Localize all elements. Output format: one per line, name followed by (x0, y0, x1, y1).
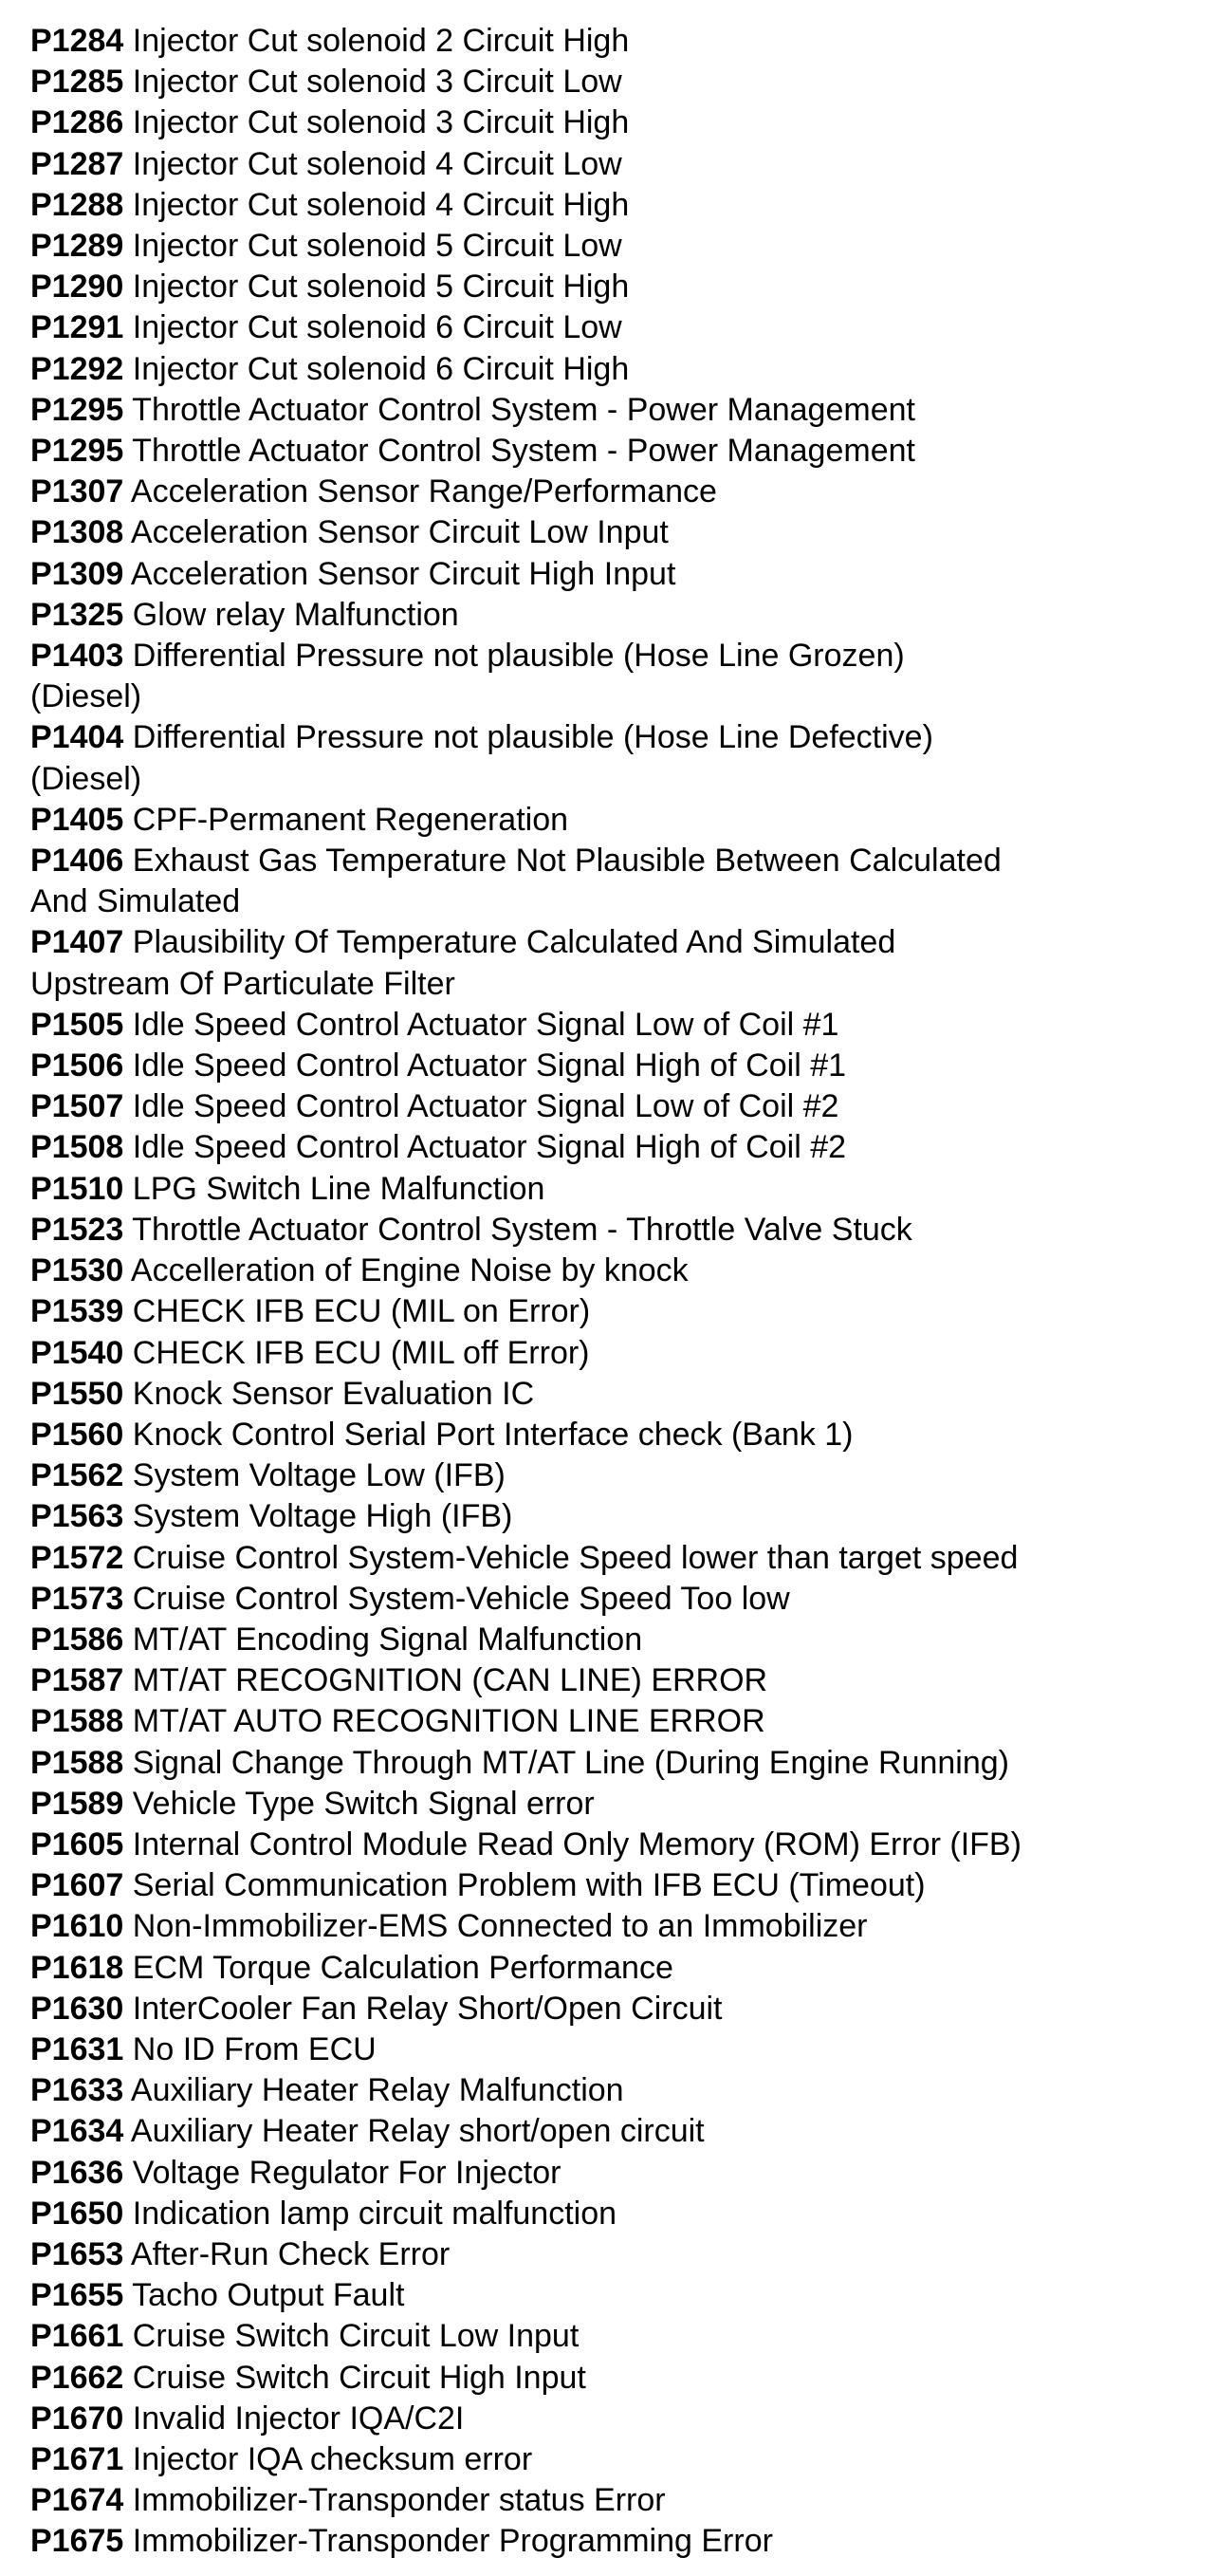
list-item (30, 2070, 1169, 2111)
list-item (30, 2275, 1169, 2316)
dtc-code: P1404 (30, 719, 124, 756)
list-item (30, 431, 1169, 472)
list-item (30, 1210, 1169, 1251)
list-item (30, 2234, 1169, 2275)
dtc-description: Idle Speed Control Actuator Signal High of Coil #1 (132, 1047, 847, 1084)
dtc-code-list (30, 21, 1169, 2563)
dtc-description: System Voltage Low (IFB) (132, 1457, 506, 1494)
list-item (30, 1620, 1169, 1660)
list-item (30, 2111, 1169, 2152)
dtc-code: P1523 (30, 1211, 124, 1248)
dtc-description: CPF-Permanent Regeneration (132, 801, 569, 838)
list-item (30, 2153, 1169, 2194)
list-item (30, 2480, 1169, 2521)
dtc-description: Injector Cut solenoid 2 Circuit High (132, 23, 630, 59)
list-item (30, 1784, 1169, 1825)
dtc-code: P1633 (30, 2072, 124, 2109)
dtc-code: P1508 (30, 1129, 124, 1166)
list-item (30, 2439, 1169, 2480)
dtc-description: Injector Cut solenoid 3 Circuit High (132, 104, 630, 141)
dtc-description: Immobilizer-Transponder status Error (132, 2482, 666, 2519)
dtc-code: P1674 (30, 2482, 124, 2519)
list-item (30, 21, 1169, 62)
list-item (30, 62, 1169, 102)
dtc-description: Cruise Control System-Vehicle Speed lower than target speed (132, 1539, 1019, 1576)
dtc-description: Differential Pressure not plausible (Hose Line Grozen) (Diesel) (30, 638, 905, 715)
dtc-code: P1285 (30, 64, 124, 101)
list-item (30, 390, 1169, 431)
dtc-description: Idle Speed Control Actuator Signal Low of Coil #1 (132, 1006, 839, 1043)
dtc-code: P1403 (30, 638, 124, 675)
dtc-code: P1290 (30, 269, 124, 306)
list-item (30, 1046, 1169, 1086)
dtc-description: Auxiliary Heater Relay Malfunction (130, 2072, 624, 2109)
dtc-description: Signal Change Through MT/AT Line (During Engine Running) (132, 1744, 1009, 1781)
dtc-code: P1295 (30, 391, 124, 428)
dtc-code: P1560 (30, 1416, 124, 1453)
list-item (30, 554, 1169, 595)
dtc-code: P1618 (30, 1949, 124, 1986)
dtc-description: Idle Speed Control Actuator Signal Low of Coil #2 (132, 1088, 839, 1125)
list-item (30, 267, 1169, 307)
list-item (30, 636, 1169, 717)
dtc-code: P1588 (30, 1703, 124, 1740)
dtc-description: Cruise Switch Circuit Low Input (132, 2318, 580, 2355)
dtc-description: System Voltage High (IFB) (132, 1498, 513, 1535)
dtc-description: Injector Cut solenoid 6 Circuit Low (132, 309, 622, 346)
list-item (30, 185, 1169, 226)
dtc-code: P1405 (30, 801, 124, 838)
dtc-code: P1636 (30, 2154, 124, 2191)
list-item (30, 2316, 1169, 2357)
list-item (30, 1374, 1169, 1415)
list-item (30, 1865, 1169, 1906)
dtc-description: Knock Control Serial Port Interface check (Bank 1) (132, 1416, 854, 1453)
dtc-code: P1631 (30, 2030, 124, 2067)
list-item (30, 144, 1169, 185)
list-item (30, 512, 1169, 553)
dtc-description: Acceleration Sensor Circuit Low Input (130, 514, 669, 551)
list-item (30, 1333, 1169, 1374)
dtc-code: P1406 (30, 843, 124, 880)
dtc-code: P1284 (30, 23, 124, 59)
dtc-code: P1292 (30, 350, 124, 387)
dtc-description: Knock Sensor Evaluation IC (132, 1375, 535, 1412)
dtc-code: P1289 (30, 228, 124, 265)
dtc-description: Injector Cut solenoid 6 Circuit High (132, 350, 630, 387)
dtc-code: P1650 (30, 2195, 124, 2232)
list-item (30, 1579, 1169, 1620)
dtc-description: MT/AT AUTO RECOGNITION LINE ERROR (132, 1703, 765, 1740)
dtc-code: P1610 (30, 1908, 124, 1945)
dtc-code: P1530 (30, 1252, 124, 1289)
list-item (30, 717, 1169, 799)
dtc-description: MT/AT RECOGNITION (CAN LINE) ERROR (132, 1662, 768, 1699)
dtc-code: P1675 (30, 2523, 124, 2560)
dtc-description: Injector Cut solenoid 3 Circuit Low (132, 64, 622, 101)
dtc-code: P1407 (30, 924, 124, 961)
list-item (30, 800, 1169, 841)
dtc-code: P1634 (30, 2113, 124, 2150)
dtc-description: Cruise Control System-Vehicle Speed Too low (132, 1580, 790, 1617)
dtc-description: Injector Cut solenoid 5 Circuit Low (132, 228, 622, 265)
list-item (30, 2521, 1169, 2562)
list-item (30, 349, 1169, 390)
dtc-description: Plausibility Of Temperature Calculated And Simulated Upstream Of Particulate Filter (30, 924, 896, 1002)
dtc-code: P1510 (30, 1170, 124, 1207)
dtc-code: P1506 (30, 1047, 124, 1084)
list-item (30, 2194, 1169, 2234)
list-item (30, 922, 1169, 1004)
list-item (30, 1005, 1169, 1046)
list-item (30, 1496, 1169, 1537)
dtc-code: P1653 (30, 2235, 124, 2272)
dtc-description: Glow relay Malfunction (132, 596, 459, 633)
list-item (30, 2029, 1169, 2070)
dtc-code: P1288 (30, 186, 124, 223)
list-item (30, 1127, 1169, 1168)
dtc-description: CHECK IFB ECU (MIL off Error) (132, 1334, 590, 1371)
dtc-code: P1605 (30, 1825, 124, 1863)
dtc-code: P1286 (30, 104, 124, 141)
dtc-code: P1507 (30, 1088, 124, 1125)
dtc-description: No ID From ECU (132, 2030, 377, 2067)
dtc-code: P1563 (30, 1498, 124, 1535)
dtc-description: Serial Communication Problem with IFB ECU (Timeout) (132, 1867, 926, 1904)
dtc-code: P1587 (30, 1662, 124, 1699)
list-item (30, 472, 1169, 512)
list-item (30, 1906, 1169, 1947)
dtc-description: Injector IQA checksum error (132, 2440, 533, 2477)
dtc-description: Acceleration Sensor Circuit High Input (130, 555, 676, 592)
dtc-code: P1291 (30, 309, 124, 346)
list-item (30, 1455, 1169, 1496)
dtc-code: P1308 (30, 514, 124, 551)
dtc-description: ECM Torque Calculation Performance (132, 1949, 673, 1986)
list-item (30, 307, 1169, 348)
dtc-description: Injector Cut solenoid 4 Circuit Low (132, 145, 622, 182)
list-item (30, 595, 1169, 636)
list-item (30, 1825, 1169, 1865)
dtc-code: P1662 (30, 2359, 124, 2396)
list-item (30, 841, 1169, 922)
list-item (30, 102, 1169, 143)
dtc-code: P1589 (30, 1785, 124, 1822)
dtc-code: P1661 (30, 2318, 124, 2355)
list-item (30, 1251, 1169, 1291)
dtc-code: P1505 (30, 1006, 124, 1043)
dtc-description: Accelleration of Engine Noise by knock (130, 1252, 689, 1289)
dtc-code: P1607 (30, 1867, 124, 1904)
list-item (30, 1660, 1169, 1701)
dtc-description: Non-Immobilizer-EMS Connected to an Immobilizer (132, 1908, 868, 1945)
dtc-description: Differential Pressure not plausible (Hose Line Defective) (Diesel) (30, 719, 933, 797)
list-item (30, 1169, 1169, 1210)
dtc-description: Injector Cut solenoid 4 Circuit High (132, 186, 630, 223)
dtc-description: Exhaust Gas Temperature Not Plausible Between Calculated And Simulated (30, 843, 1002, 920)
dtc-code: P1540 (30, 1334, 124, 1371)
dtc-code: P1295 (30, 433, 124, 470)
dtc-description: Throttle Actuator Control System - Throttle Valve Stuck (132, 1211, 912, 1248)
dtc-description: Throttle Actuator Control System - Power Management (132, 433, 915, 470)
dtc-description: LPG Switch Line Malfunction (132, 1170, 545, 1207)
dtc-code: P1550 (30, 1375, 124, 1412)
list-item (30, 226, 1169, 267)
dtc-description: Cruise Switch Circuit High Input (132, 2359, 586, 2396)
list-item (30, 1701, 1169, 1742)
dtc-description: Injector Cut solenoid 5 Circuit High (132, 269, 630, 306)
dtc-code: P1307 (30, 473, 124, 510)
dtc-description: Internal Control Module Read Only Memory (ROM) Error (IFB) (132, 1825, 1022, 1863)
dtc-code: P1586 (30, 1621, 124, 1658)
dtc-description: Vehicle Type Switch Signal error (132, 1785, 595, 1822)
dtc-description: Acceleration Sensor Range/Performance (130, 473, 717, 510)
list-item (30, 1415, 1169, 1455)
list-item (30, 2358, 1169, 2399)
dtc-code: P1588 (30, 1744, 124, 1781)
dtc-code: P1287 (30, 145, 124, 182)
dtc-description: Voltage Regulator For Injector (132, 2154, 561, 2191)
dtc-description: Idle Speed Control Actuator Signal High of Coil #2 (132, 1129, 847, 1166)
dtc-code: P1309 (30, 555, 124, 592)
dtc-code: P1562 (30, 1457, 124, 1494)
dtc-description: MT/AT Encoding Signal Malfunction (132, 1621, 643, 1658)
list-item (30, 2399, 1169, 2439)
dtc-code: P1670 (30, 2400, 124, 2437)
dtc-description: Indication lamp circuit malfunction (132, 2195, 617, 2232)
dtc-description: Throttle Actuator Control System - Power Management (132, 391, 915, 428)
list-item (30, 1086, 1169, 1127)
list-item (30, 1989, 1169, 2029)
list-item (30, 1743, 1169, 1784)
dtc-code: P1539 (30, 1293, 124, 1330)
dtc-code: P1573 (30, 1580, 124, 1617)
dtc-code: P1325 (30, 596, 124, 633)
dtc-code: P1572 (30, 1539, 124, 1576)
dtc-description: Invalid Injector IQA/C2I (132, 2400, 465, 2437)
list-item (30, 1538, 1169, 1579)
dtc-description: Immobilizer-Transponder Programming Error (132, 2523, 773, 2560)
dtc-code: P1655 (30, 2277, 124, 2314)
dtc-description: CHECK IFB ECU (MIL on Error) (132, 1293, 591, 1330)
dtc-description: Tacho Output Fault (132, 2277, 405, 2314)
list-item (30, 1291, 1169, 1332)
list-item (30, 1948, 1169, 1989)
dtc-description: After-Run Check Error (130, 2235, 451, 2272)
dtc-description: Auxiliary Heater Relay short/open circuit (130, 2113, 705, 2150)
dtc-code: P1671 (30, 2440, 124, 2477)
dtc-code: P1630 (30, 1990, 124, 2027)
dtc-description: InterCooler Fan Relay Short/Open Circuit (132, 1990, 723, 2027)
